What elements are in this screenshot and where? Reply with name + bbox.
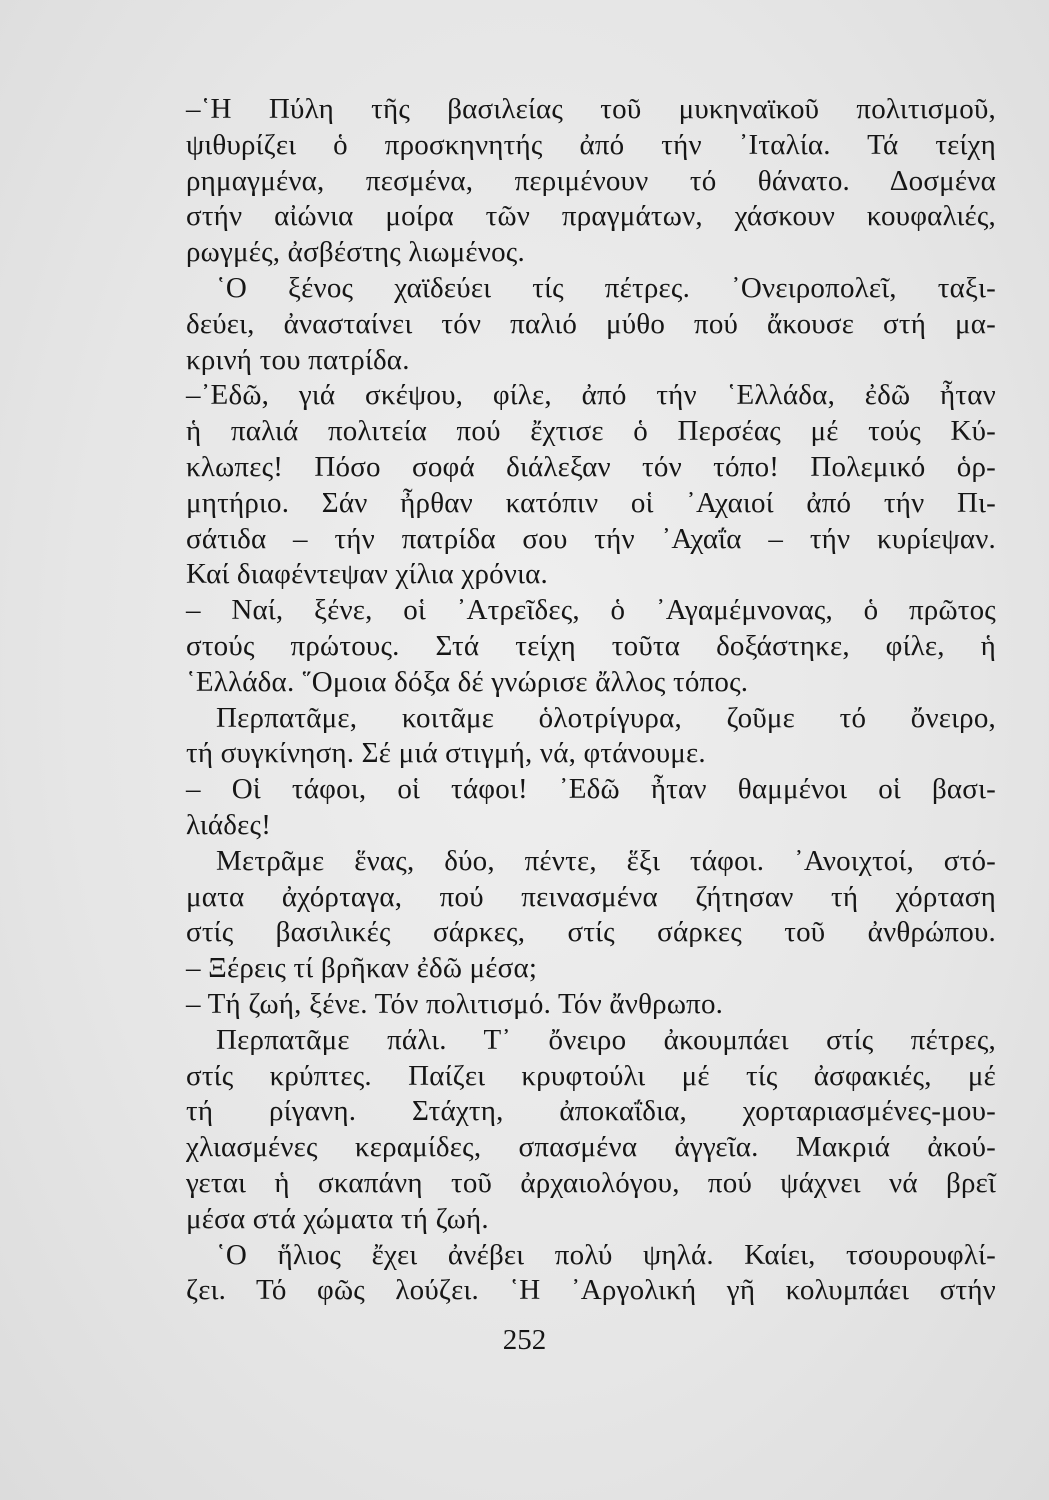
text-line: – Τή ζωή, ξένε. Τόν πολιτισμό. Τόν ἄνθρωπο.: [186, 987, 724, 1020]
text-line: σάτιδα – τήν πατρίδα σου τήν ᾿Αχαΐα – τήν κυρίεψαν.: [186, 522, 996, 555]
text-line: χλιασμένες κεραμίδες, σπασμένα ἀγγεῖα. Μακριά ἀκού-: [186, 1131, 996, 1164]
text-line: Καί διαφέντεψαν χίλια χρόνια.: [186, 558, 548, 591]
body-text: [186, 92, 996, 1309]
text-line: ῾Ελλάδα. ῞Ομοια δόξα δέ γνώρισε ἄλλος τόπος.: [186, 665, 749, 698]
text-line: κρινή του πατρίδα.: [186, 343, 410, 376]
text-line: –᾿Εδῶ, γιά σκέψου, φίλε, ἀπό τήν ῾Ελλάδα, ἐδῶ ἦταν: [186, 379, 996, 412]
text-line: λιάδες!: [186, 808, 272, 841]
text-line: ῾Ο ξένος χαϊδεύει τίς πέτρες. ᾿Ονειροπολεῖ, ταξι-: [216, 271, 996, 304]
text-line: Μετρᾶμε ἕνας, δύο, πέντε, ἕξι τάφοι. ᾿Ανοιχτοί, στό-: [216, 844, 996, 877]
text-line: τή συγκίνηση. Σέ μιά στιγμή, νά, φτάνουμε.: [186, 737, 706, 770]
text-line: ματα ἀχόρταγα, πού πεινασμένα ζήτησαν τή χόρταση: [186, 880, 996, 913]
text-line: ρωγμές, ἀσβέστης λιωμένος.: [186, 236, 525, 269]
text-line: στήν αἰώνια μοίρα τῶν πραγμάτων, χάσκουν κουφαλιές,: [186, 200, 996, 233]
text-line: Περπατᾶμε πάλι. Τ᾿ ὄνειρο ἀκουμπάει στίς πέτρες,: [216, 1023, 996, 1056]
text-line: στίς βασιλικές σάρκες, στίς σάρκες τοῦ ἀνθρώπου.: [186, 916, 996, 949]
text-line: ζει. Τό φῶς λούζει. ῾Η ᾿Αργολική γῆ κολυμπάει στήν: [186, 1274, 996, 1307]
text-line: ῾Ο ἥλιος ἔχει ἀνέβει πολύ ψηλά. Καίει, τσουρουφλί-: [216, 1238, 996, 1271]
text-line: – Ναί, ξένε, οἱ ᾿Ατρεῖδες, ὁ ᾿Αγαμέμνονας, ὁ πρῶτος: [186, 594, 996, 627]
text-line: ρημαγμένα, πεσμένα, περιμένουν τό θάνατο. Δοσμένα: [186, 164, 996, 197]
text-line: γεται ἡ σκαπάνη τοῦ ἀρχαιολόγου, πού ψάχνει νά βρεῖ: [186, 1166, 996, 1199]
text-line: – Οἱ τάφοι, οἱ τάφοι! ᾿Εδῶ ἦταν θαμμένοι οἱ βασι-: [186, 773, 996, 806]
page-number: 252: [502, 1324, 547, 1356]
text-line: ψιθυρίζει ὁ προσκηνητής ἀπό τήν ᾿Ιταλία. Τά τείχη: [186, 128, 996, 161]
text-line: στίς κρύπτες. Παίζει κρυφτούλι μέ τίς ἀσφακιές, μέ: [186, 1059, 996, 1092]
text-line: δεύει, ἀνασταίνει τόν παλιό μύθο πού ἄκουσε στή μα-: [186, 307, 996, 340]
text-line: Περπατᾶμε, κοιτᾶμε ὁλοτρίγυρα, ζοῦμε τό ὄνειρο,: [216, 701, 996, 734]
text-line: μέσα στά χώματα τή ζωή.: [186, 1202, 489, 1235]
text-line: στούς πρώτους. Στά τείχη τοῦτα δοξάστηκε, φίλε, ἡ: [186, 629, 996, 662]
text-line: ἡ παλιά πολιτεία πού ἔχτισε ὁ Περσέας μέ τούς Κύ-: [186, 415, 996, 448]
text-line: κλωπες! Πόσο σοφά διάλεξαν τόν τόπο! Πολεμικό ὁρ-: [186, 450, 996, 483]
text-line: –῾Η Πύλη τῆς βασιλείας τοῦ μυκηναϊκοῦ πολιτισμοῦ,: [186, 93, 996, 125]
text-line: μητήριο. Σάν ἦρθαν κατόπιν οἱ ᾿Αχαιοί ἀπό τήν Πι-: [186, 486, 996, 519]
text-line: – Ξέρεις τί βρῆκαν ἐδῶ μέσα;: [186, 952, 538, 985]
text-line: τή ρίγανη. Στάχτη, ἀποκαΐδια, χορταριασμένες-μου-: [186, 1095, 996, 1128]
